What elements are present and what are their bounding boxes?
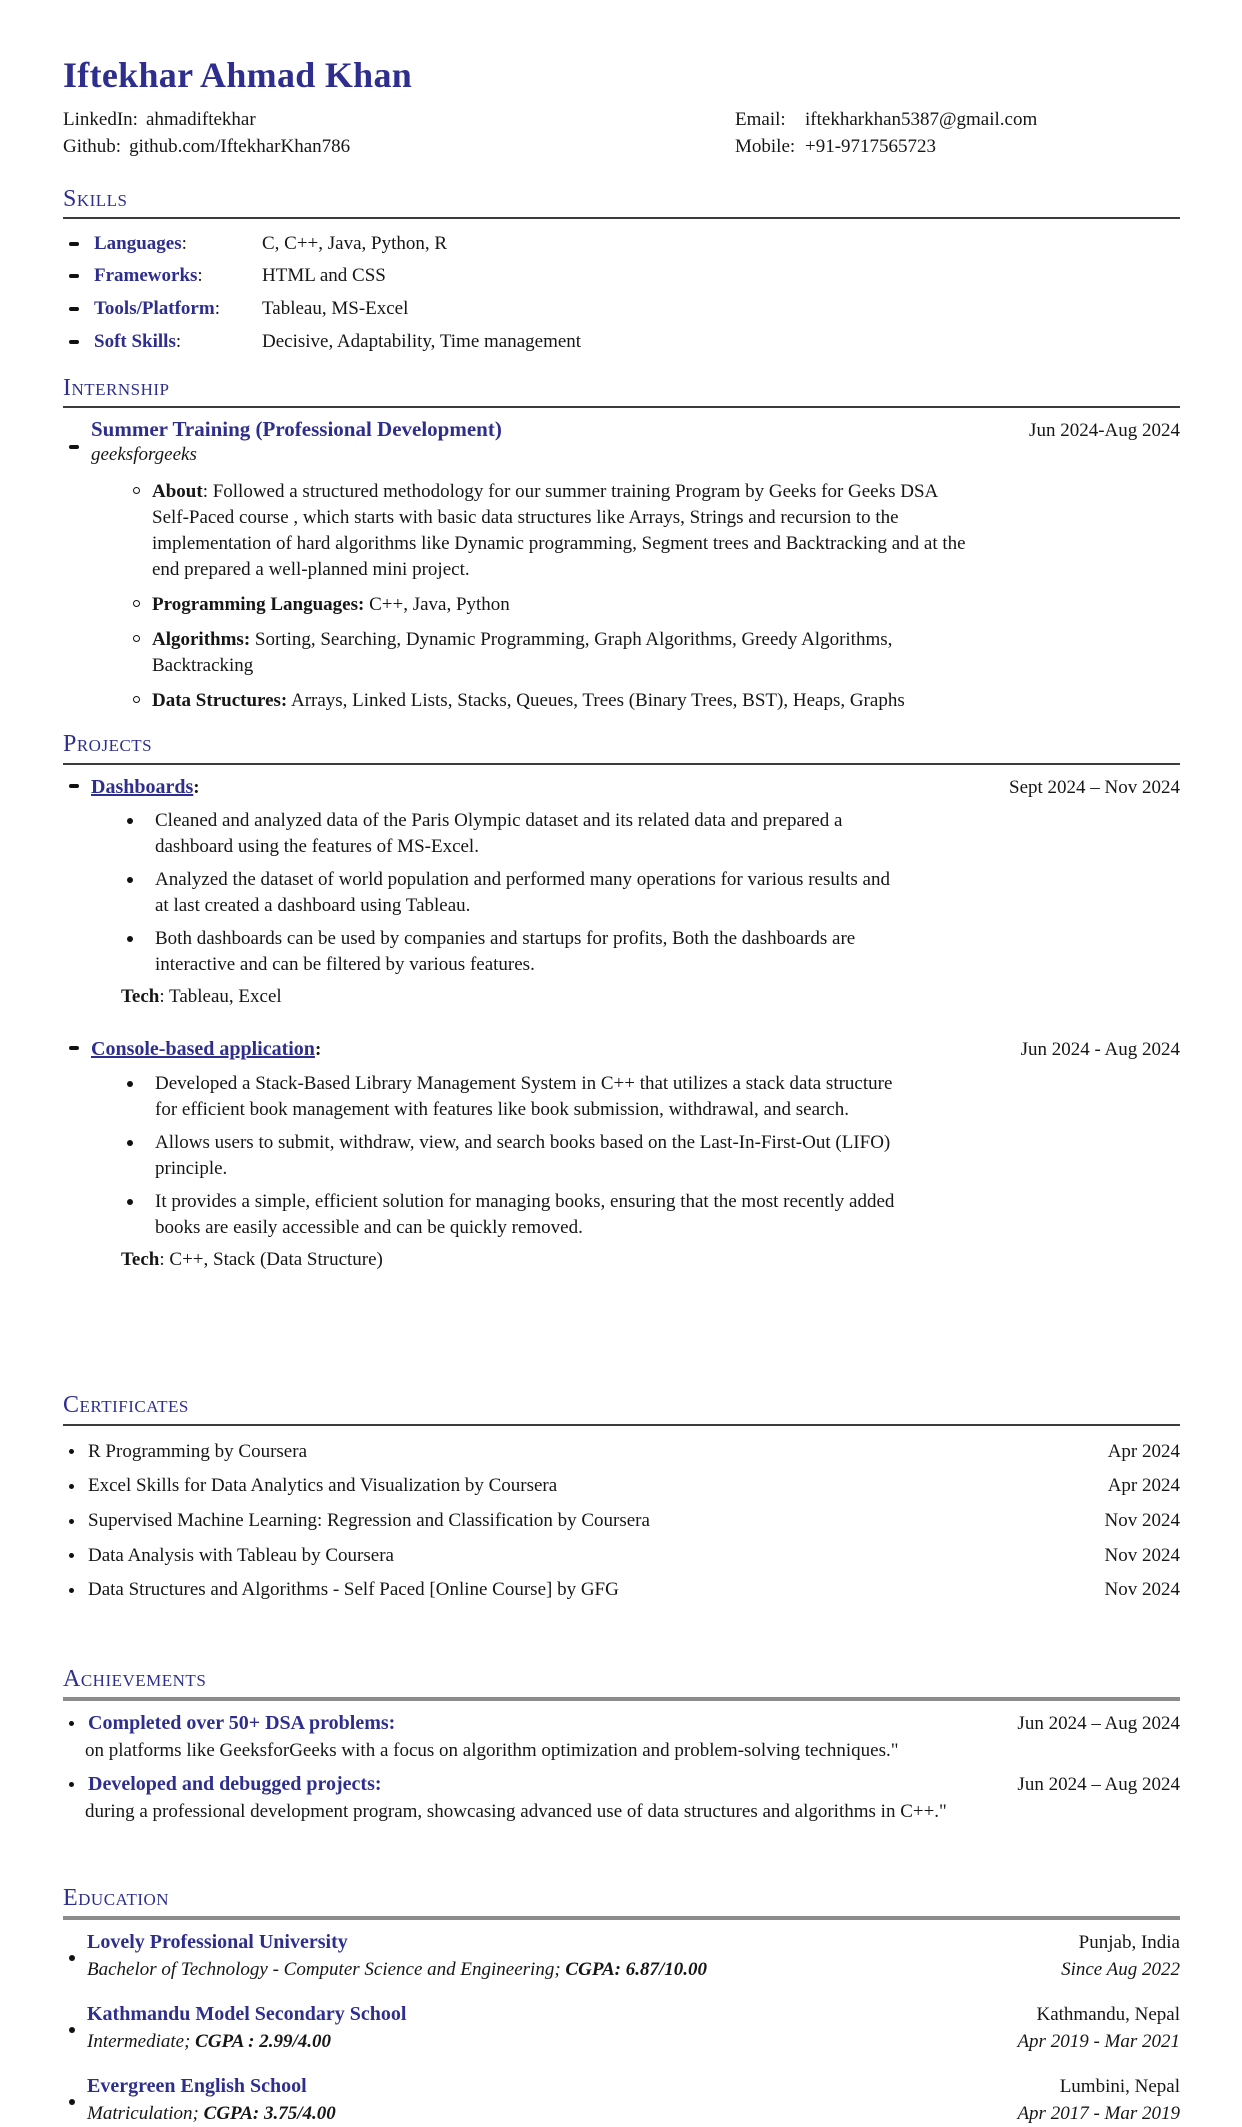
bullet-text: Cleaned and analyzed data of the Paris Olympic dataset and its related data and prepared a dashboard using the features of MS-Excel.	[155, 810, 843, 858]
bullet-text: Algorithms: Sorting, Searching, Dynamic Programming, Graph Algorithms, Greedy Algorithms, Backtracking	[152, 629, 893, 677]
github-value: github.com/IftekharKhan786	[129, 135, 351, 157]
dot-bullet-icon	[127, 1081, 133, 1087]
education-date: Apr 2019 - Mar 2021	[1017, 2030, 1180, 2052]
achievement-description: during a professional development program, showcasing advanced use of data structures and algorithms in C++."	[85, 1800, 947, 1822]
certificate-name: Data Analysis with Tableau by Coursera	[88, 1544, 394, 1566]
certificate-row	[63, 1539, 1180, 1574]
section-skills	[63, 184, 1180, 359]
certificate-date: Nov 2024	[1104, 1579, 1180, 1601]
education-row	[87, 2001, 1180, 2028]
skill-value: C, C++, Java, Python, R	[262, 232, 448, 254]
project-body	[91, 1036, 1180, 1272]
certificate-row	[63, 1469, 1180, 1504]
section-projects	[63, 729, 1180, 1272]
education-row	[87, 2100, 1180, 2127]
section-certificates	[63, 1390, 1180, 1608]
certificate-name: Supervised Machine Learning: Regression and Classification by Coursera	[88, 1509, 650, 1531]
email-label: Email:	[735, 108, 786, 130]
dot-bullet-icon	[69, 2027, 75, 2033]
section-achievements	[63, 1664, 1180, 1825]
education-heading: Education	[63, 1883, 1180, 1920]
candidate-name: Iftekhar Ahmad Khan	[63, 55, 413, 95]
bullet-text: Allows users to submit, withdraw, view, and search books based on the Last-In-First-Out (LIFO) principle.	[155, 1131, 891, 1179]
certificate-row	[63, 1573, 1180, 1608]
education-body	[87, 2073, 1180, 2127]
skill-value: Tableau, MS-Excel	[262, 298, 409, 320]
achievement-title: Developed and debugged projects:	[88, 1772, 382, 1795]
bullet-text: About: Followed a structured methodology for our summer training Program by Geeks for Geeks DSA Self-Paced course , which starts with basic data structures like Arrays, Strings and recursion to the implementation of hard algorithms like Dynamic programming, Segment trees and Backtracking and at the end prepared a well-planned mini project.	[152, 481, 966, 581]
education-body	[87, 2001, 1180, 2055]
section-education	[63, 1883, 1180, 2127]
internship-heading: Internship	[63, 373, 1180, 408]
project-console-application	[63, 1036, 1180, 1272]
internship-bullet-list	[133, 479, 1180, 714]
education-row	[87, 2073, 1180, 2100]
achievement-title: Completed over 50+ DSA problems:	[88, 1712, 396, 1735]
email-row	[735, 106, 1037, 133]
projects-heading: Projects	[63, 729, 1180, 764]
skill-label: Soft Skills:	[94, 330, 182, 352]
project-bullet-list	[127, 1071, 1180, 1241]
certificates-heading: Certificates	[63, 1390, 1180, 1425]
skill-row-frameworks	[63, 260, 1180, 293]
section-internship	[63, 373, 1180, 724]
internship-organization: geeksforgeeks	[91, 444, 197, 466]
bullet-text: Developed a Stack-Based Library Management System in C++ that utilizes a stack data structure for efficient book management with features like book submission, withdrawal, and search.	[155, 1072, 893, 1120]
achievement-date: Jun 2024 – Aug 2024	[1017, 1773, 1180, 1795]
dot-bullet-icon	[127, 936, 133, 942]
github-label: Github:	[63, 135, 122, 157]
skills-heading: Skills	[63, 184, 1180, 219]
certificate-date: Nov 2024	[1104, 1544, 1180, 1566]
certificate-row	[63, 1504, 1180, 1539]
education-row	[87, 2028, 1180, 2055]
contact-block	[63, 106, 1180, 160]
certificate-name: R Programming by Coursera	[88, 1440, 308, 1462]
project-body	[91, 774, 1180, 1010]
email-value: iftekharkhan5387@gmail.com	[805, 108, 1038, 130]
education-date: Since Aug 2022	[1061, 1958, 1180, 1980]
certificate-row	[63, 1435, 1180, 1470]
project-tech: Tech: Tableau, Excel	[121, 986, 282, 1008]
education-row	[87, 1956, 1180, 1983]
project-bullet	[127, 1071, 1180, 1123]
skill-label: Languages:	[94, 232, 187, 254]
linkedin-label: LinkedIn:	[63, 108, 138, 130]
skill-label: Tools/Platform:	[94, 298, 220, 320]
bullet-text: Data Structures: Arrays, Linked Lists, Stacks, Queues, Trees (Binary Trees, BST), Heaps, Graphs	[152, 690, 905, 712]
bullet-text: Programming Languages: C++, Java, Python	[152, 594, 510, 616]
dash-bullet-icon	[69, 242, 79, 246]
dot-bullet-icon	[69, 1553, 74, 1558]
internship-title-row	[91, 417, 1180, 444]
internship-bullet-languages	[133, 592, 1180, 618]
circle-bullet-icon	[133, 600, 140, 607]
project-bullet	[127, 1130, 1180, 1182]
achievements-heading: Achievements	[63, 1664, 1180, 1701]
contact-right-column	[735, 106, 1037, 160]
internship-date: Jun 2024-Aug 2024	[1029, 419, 1180, 441]
education-entry-school	[63, 2073, 1180, 2127]
project-dashboards	[63, 774, 1180, 1010]
education-body	[87, 1929, 1180, 1983]
internship-body	[91, 417, 1180, 724]
school-location: Kathmandu, Nepal	[1036, 2003, 1180, 2025]
internship-entry	[63, 417, 1180, 724]
certificate-date: Nov 2024	[1104, 1509, 1180, 1531]
education-row	[87, 1929, 1180, 1956]
skill-row-softskills	[63, 326, 1180, 359]
achievement-title-row	[63, 1710, 1180, 1737]
dash-bullet-icon	[69, 1046, 79, 1050]
education-entry-university	[63, 1929, 1180, 1983]
dot-bullet-icon	[127, 1199, 133, 1205]
school-name: Evergreen English School	[87, 2074, 307, 2097]
dot-bullet-icon	[69, 1449, 74, 1454]
education-entry-secondary-school	[63, 2001, 1180, 2055]
circle-bullet-icon	[133, 487, 140, 494]
dash-bullet-icon	[69, 445, 79, 449]
degree-line: Intermediate; CGPA : 2.99/4.00	[87, 2030, 331, 2052]
dash-bullet-icon	[69, 307, 79, 311]
header	[63, 56, 1180, 160]
mobile-label: Mobile:	[735, 135, 796, 157]
dot-bullet-icon	[69, 1588, 74, 1593]
dash-bullet-icon	[69, 784, 79, 788]
bullet-text: Analyzed the dataset of world population and performed many operations for various results and at last created a dashboard using Tableau.	[155, 869, 890, 917]
project-date: Jun 2024 - Aug 2024	[1020, 1038, 1180, 1060]
degree-line: Bachelor of Technology - Computer Science and Engineering; CGPA: 6.87/10.00	[87, 1958, 708, 1980]
project-bullet-list	[127, 808, 1180, 978]
dot-bullet-icon	[69, 1955, 75, 1961]
achievement-description: on platforms like GeeksforGeeks with a focus on algorithm optimization and problem-solving techniques."	[85, 1739, 899, 1761]
certificate-date: Apr 2024	[1107, 1475, 1180, 1497]
project-title-row	[91, 774, 1180, 801]
dot-bullet-icon	[127, 818, 133, 824]
skill-value: HTML and CSS	[262, 265, 386, 287]
certificate-name: Excel Skills for Data Analytics and Visualization by Coursera	[88, 1475, 558, 1497]
achievement-date: Jun 2024 – Aug 2024	[1017, 1713, 1180, 1735]
school-location: Lumbini, Nepal	[1059, 2075, 1180, 2097]
internship-bullet-algorithms	[133, 627, 1180, 679]
internship-role: Summer Training (Professional Development)	[91, 416, 502, 441]
achievement-title-row	[63, 1771, 1180, 1798]
internship-bullet-about	[133, 479, 1180, 583]
project-title: Dashboards:	[91, 775, 200, 798]
school-name: Lovely Professional University	[87, 1930, 348, 1953]
internship-bullet-datastructures	[133, 688, 1180, 714]
project-title: Console-based application:	[91, 1037, 322, 1060]
skill-label: Frameworks:	[94, 265, 203, 287]
linkedin-value: ahmadiftekhar	[145, 108, 256, 130]
project-bullet	[127, 867, 1180, 919]
project-tech: Tech: C++, Stack (Data Structure)	[121, 1248, 383, 1270]
skill-row-languages	[63, 228, 1180, 261]
dot-bullet-icon	[69, 1782, 74, 1787]
certificate-name: Data Structures and Algorithms - Self Paced [Online Course] by GFG	[88, 1579, 619, 1601]
degree-line: Matriculation; CGPA: 3.75/4.00	[87, 2102, 336, 2124]
dot-bullet-icon	[127, 1140, 133, 1146]
dash-bullet-icon	[69, 340, 79, 344]
bullet-text: It provides a simple, efficient solution for managing books, ensuring that the most recently added books are easily accessible and can be quickly removed.	[155, 1190, 895, 1238]
mobile-value: +91-9717565723	[805, 135, 937, 157]
skill-row-tools	[63, 293, 1180, 326]
achievement-item	[63, 1771, 1180, 1825]
project-bullet	[127, 808, 1180, 860]
project-title-row	[91, 1036, 1180, 1063]
skill-value: Decisive, Adaptability, Time management	[262, 330, 582, 352]
circle-bullet-icon	[133, 696, 140, 703]
dot-bullet-icon	[69, 1519, 74, 1524]
school-location: Punjab, India	[1078, 1931, 1180, 1953]
certificate-date: Apr 2024	[1107, 1440, 1180, 1462]
dot-bullet-icon	[69, 1721, 74, 1726]
bullet-text: Both dashboards can be used by companies and startups for profits, Both the dashboards are interactive and can be filtered by various features.	[155, 928, 856, 976]
dot-bullet-icon	[69, 1484, 74, 1489]
dot-bullet-icon	[69, 2099, 75, 2105]
project-bullet	[127, 926, 1180, 978]
mobile-row	[735, 133, 1037, 160]
dash-bullet-icon	[69, 274, 79, 278]
circle-bullet-icon	[133, 635, 140, 642]
project-bullet	[127, 1189, 1180, 1241]
school-name: Kathmandu Model Secondary School	[87, 2002, 407, 2025]
project-date: Sept 2024 – Nov 2024	[1009, 776, 1180, 798]
education-date: Apr 2017 - Mar 2019	[1017, 2102, 1180, 2124]
dot-bullet-icon	[127, 877, 133, 883]
